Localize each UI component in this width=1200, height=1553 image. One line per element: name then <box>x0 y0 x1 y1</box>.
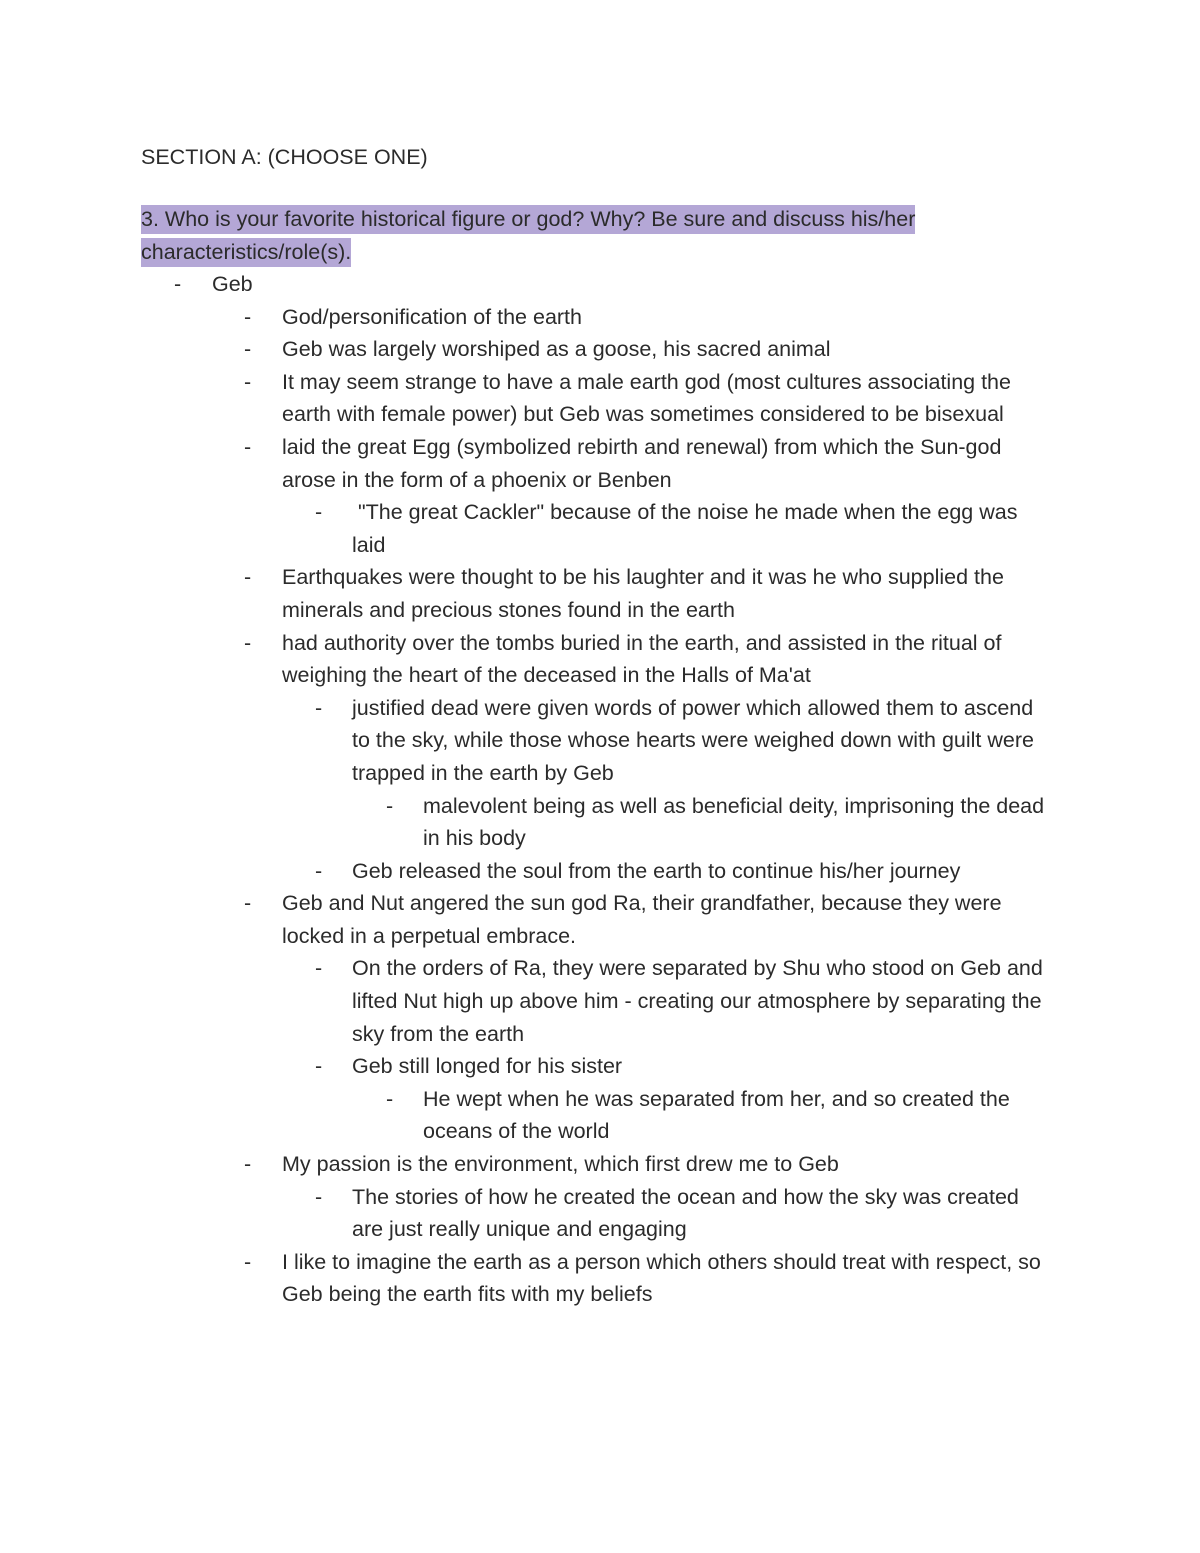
bullet-dash: - <box>244 369 252 394</box>
bullet-dash: - <box>244 434 252 459</box>
list-item-text: "The great Cackler" because of the noise he made when the egg was laid <box>352 500 1024 557</box>
list-item <box>0 790 1200 855</box>
bullet-dash: - <box>174 272 182 296</box>
bullet-dash: - <box>244 337 252 362</box>
list-item-text: The stories of how he created the ocean and how the sky was created are just really unique and engaging <box>352 1184 1019 1242</box>
list-item <box>0 1083 1200 1148</box>
list-item-text: Geb <box>212 272 253 296</box>
bullet-dash: - <box>386 1086 394 1111</box>
list-item <box>0 855 1200 888</box>
question-prompt <box>141 203 1041 268</box>
question-line-1: 3. Who is your favorite historical figure or god? Why? Be sure and discuss his/her <box>141 205 915 234</box>
list-item <box>0 431 1200 496</box>
list-item <box>0 301 1200 334</box>
list-item-text: My passion is the environment, which first drew me to Geb <box>282 1152 839 1177</box>
list-item-text: It may seem strange to have a male earth god (most cultures associating the earth with female power) but Geb was sometimes considered to be bisexual <box>282 369 1011 427</box>
bullet-dash: - <box>244 891 252 916</box>
list-item <box>0 333 1200 366</box>
list-item <box>0 952 1200 1050</box>
list-item <box>0 496 1200 561</box>
list-item <box>0 268 1200 301</box>
bullet-dash: - <box>244 565 252 590</box>
bullet-dash: - <box>315 858 323 883</box>
bullet-dash: - <box>315 500 323 525</box>
list-item-text: justified dead were given words of power which allowed them to ascend to the sky, while those whose hearts were weighed down with guilt were trapped in the earth by Geb <box>352 695 1034 785</box>
list-item <box>0 887 1200 952</box>
list-item <box>0 692 1200 790</box>
list-item-text: Geb was largely worshiped as a goose, his sacred animal <box>282 337 831 362</box>
bullet-dash: - <box>244 630 252 655</box>
list-item <box>0 366 1200 431</box>
list-item-text: had authority over the tombs buried in the earth, and assisted in the ritual of weighing the heart of the deceased in the Halls of Ma'at <box>282 630 1002 688</box>
list-item-text: He wept when he was separated from her, and so created the oceans of the world <box>423 1086 1010 1144</box>
list-item <box>0 1181 1200 1246</box>
bullet-dash: - <box>315 1054 323 1079</box>
list-item-text: laid the great Egg (symbolized rebirth and renewal) from which the Sun-god arose in the form of a phoenix or Benben <box>282 434 1002 492</box>
list-item-text: Geb released the soul from the earth to continue his/her journey <box>352 858 961 883</box>
list-item-text: Geb and Nut angered the sun god Ra, their grandfather, because they were locked in a perpetual embrace. <box>282 891 1002 948</box>
list-item-text: I like to imagine the earth as a person which others should treat with respect, so Geb being the earth fits with my beliefs <box>282 1249 1041 1307</box>
bullet-dash: - <box>315 695 323 720</box>
list-item-text: On the orders of Ra, they were separated by Shu who stood on Geb and lifted Nut high up above him - creating our atmosphere by separating the sky from the earth <box>352 956 1043 1046</box>
section-heading: SECTION A: (CHOOSE ONE) <box>141 145 428 169</box>
bullet-dash: - <box>315 1184 323 1209</box>
question-line-2: characteristics/role(s). <box>141 238 351 267</box>
bullet-dash: - <box>244 1152 252 1177</box>
bullet-dash: - <box>244 304 252 329</box>
notes-list <box>0 268 1200 1311</box>
bullet-dash: - <box>386 793 394 818</box>
list-item-text: Earthquakes were thought to be his laughter and it was he who supplied the minerals and precious stones found in the earth <box>282 565 1004 622</box>
bullet-dash: - <box>244 1249 252 1274</box>
list-item <box>0 1246 1200 1311</box>
list-item <box>0 561 1200 626</box>
list-item-text: Geb still longed for his sister <box>352 1054 623 1079</box>
list-item <box>0 627 1200 692</box>
list-item-text: malevolent being as well as beneficial deity, imprisoning the dead in his body <box>423 793 1045 851</box>
list-item <box>0 1148 1200 1181</box>
list-item <box>0 1050 1200 1083</box>
bullet-dash: - <box>315 956 323 981</box>
list-item-text: God/personification of the earth <box>282 304 582 329</box>
